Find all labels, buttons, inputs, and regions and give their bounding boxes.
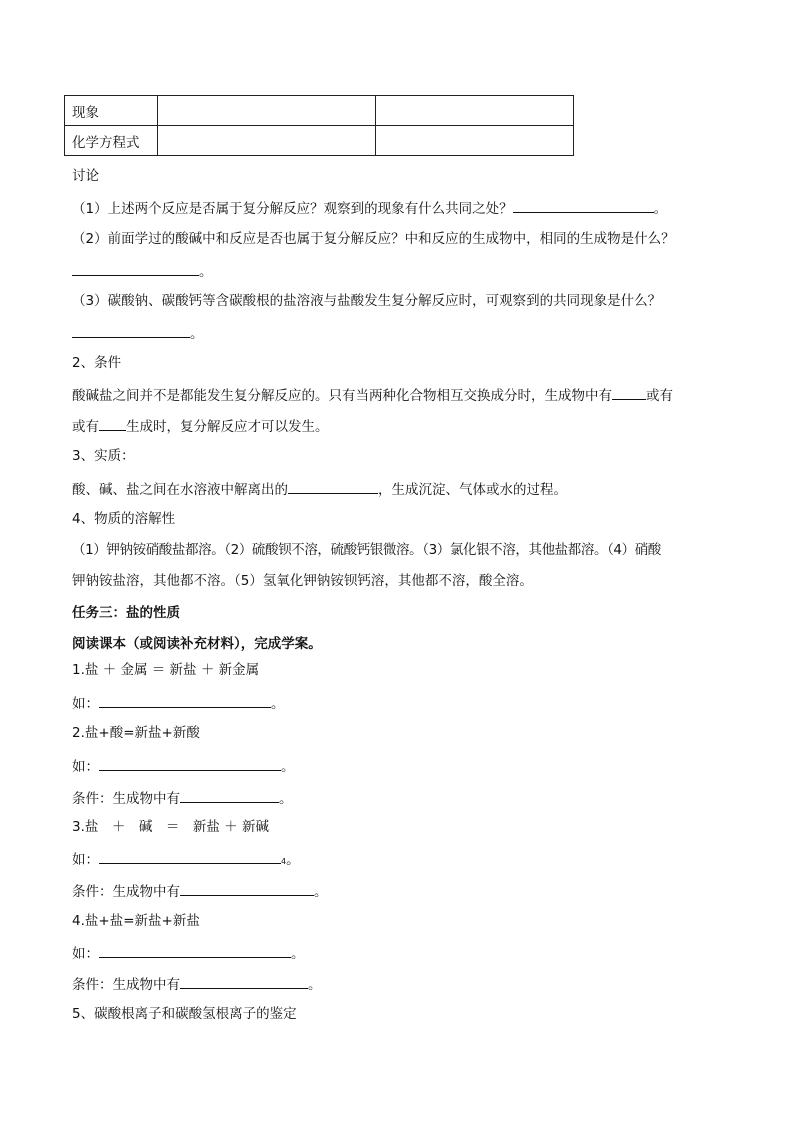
period: 。 (271, 696, 285, 712)
period: 。 (291, 946, 305, 962)
answer-blank[interactable] (180, 973, 308, 989)
reaction-text: 2.盐+酸=新盐+新酸 (72, 725, 200, 741)
reaction-2-condition (72, 787, 293, 809)
answer-blank[interactable] (99, 848, 281, 864)
answer-blank[interactable] (180, 880, 314, 896)
heading-text: 2、条件 (72, 355, 122, 371)
label-text: 条件：生成物中有 (72, 791, 180, 807)
reaction-4-condition (72, 973, 322, 995)
table-cell-label: 现象 (65, 96, 158, 126)
reaction-text: 3.盐 ＋ 碱 ＝ 新盐 ＋ 新碱 (72, 819, 269, 835)
reaction-2-example (72, 755, 295, 777)
period: 。 (190, 326, 204, 342)
reaction-1-example (72, 692, 285, 714)
discussion-question-2 (72, 229, 675, 249)
task3-heading (72, 603, 180, 623)
answer-blank[interactable] (288, 478, 378, 494)
discussion-answer-2 (72, 260, 213, 282)
period: 。 (314, 884, 328, 900)
heading-text: 4、物质的溶解性 (72, 511, 176, 527)
conditions-heading (72, 353, 121, 373)
period: 。 (199, 264, 213, 280)
body-text: ，生成沉淀、气体或水的过程。 (378, 482, 567, 498)
section-5-heading (72, 1004, 297, 1024)
conditions-text-line-2 (72, 415, 329, 437)
task3-instruction (72, 634, 322, 654)
answer-blank[interactable] (99, 942, 291, 958)
period: 。 (286, 852, 300, 868)
reaction-1 (72, 660, 259, 680)
answer-blank[interactable] (99, 755, 281, 771)
essence-heading (72, 446, 135, 466)
question-text: （1）上述两个反应是否属于复分解反应？观察到的现象有什么共同之处？ (72, 201, 513, 217)
body-text: 酸、碱、盐之间在水溶液中解离出的 (72, 482, 288, 498)
answer-blank[interactable] (180, 787, 279, 803)
answer-blank[interactable] (99, 692, 271, 708)
heading-text: 任务三：盐的性质 (72, 605, 180, 621)
body-text: 或有 (72, 419, 99, 435)
reaction-3 (72, 817, 269, 837)
conditions-text-line-1 (72, 384, 673, 406)
solubility-heading (72, 509, 175, 529)
table-row (65, 126, 574, 156)
heading-text: 讨论 (72, 168, 99, 184)
heading-text: 5、碳酸根离子和碳酸氢根离子的鉴定 (72, 1006, 297, 1022)
label-text: 如： (72, 946, 99, 962)
table-cell-label: 化学方程式 (65, 126, 158, 156)
label-text: 如： (72, 759, 99, 775)
period: 。 (279, 791, 293, 807)
solubility-line-2 (72, 571, 533, 591)
reaction-4-example (72, 942, 305, 964)
discussion-question-3 (72, 291, 661, 311)
period: 。 (653, 201, 668, 217)
reaction-text: 4.盐+盐=新盐+新盐 (72, 913, 200, 929)
discussion-question-1 (72, 197, 667, 219)
period: 。 (281, 759, 295, 775)
period: 。 (308, 977, 322, 993)
label-text: 条件：生成物中有 (72, 977, 180, 993)
reaction-2 (72, 723, 200, 743)
question-text: （3）碳酸钠、碳酸钙等含碳酸根的盐溶液与盐酸发生复分解反应时，可观察到的共同现象是什么？ (72, 293, 662, 309)
table-cell (376, 96, 574, 126)
reaction-3-condition (72, 880, 328, 902)
answer-blank[interactable] (72, 260, 199, 276)
table-cell (158, 126, 376, 156)
solubility-line-1 (72, 540, 661, 560)
table-cell (376, 126, 574, 156)
body-text: 钾钠铵盐溶，其他都不溶。（5）氢氧化钾钠铵钡钙溶，其他都不溶，酸全溶。 (72, 573, 533, 589)
reaction-4 (72, 911, 200, 931)
table-cell (158, 96, 376, 126)
reaction-3-example (72, 848, 300, 872)
body-text: 或有 (646, 388, 673, 404)
heading-text: 3、实质： (72, 448, 135, 464)
label-text: 如： (72, 852, 99, 868)
question-text: （2）前面学过的酸碱中和反应是否也属于复分解反应？中和反应的生成物中，相同的生成物是什么？ (72, 231, 675, 247)
essence-text (72, 478, 567, 500)
instruction-text: 阅读课本（或阅读补充材料），完成学案。 (72, 636, 322, 652)
discussion-answer-3 (72, 322, 204, 344)
label-text: 条件：生成物中有 (72, 884, 180, 900)
observation-table (64, 95, 574, 156)
reaction-text: 1.盐 ＋ 金属 ＝ 新盐 ＋ 新金属 (72, 662, 260, 678)
stray-mark: 4 (281, 857, 287, 866)
answer-blank[interactable] (99, 415, 126, 431)
answer-blank[interactable] (612, 384, 646, 400)
body-text: 生成时，复分解反应才可以发生。 (126, 419, 329, 435)
answer-blank[interactable] (513, 197, 654, 213)
body-text: （1）钾钠铵硝酸盐都溶。（2）硫酸钡不溶，硫酸钙银微溶。（3）氯化银不溶，其他盐都溶。（4）硝酸 (72, 542, 661, 558)
answer-blank[interactable] (72, 322, 190, 338)
label-text: 如： (72, 696, 99, 712)
table-row (65, 96, 574, 126)
discussion-heading (72, 166, 99, 186)
body-text: 酸碱盐之间并不是都能发生复分解反应的。只有当两种化合物相互交换成分时，生成物中有 (72, 388, 612, 404)
